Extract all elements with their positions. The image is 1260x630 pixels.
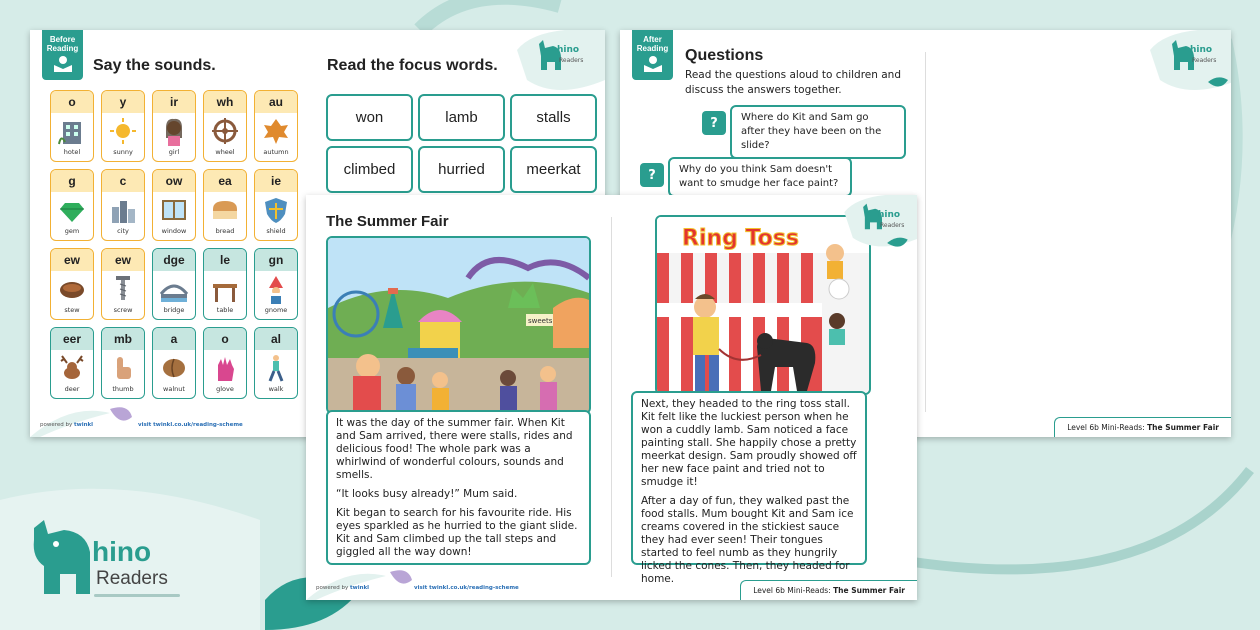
sound-label: ie xyxy=(255,170,297,192)
sound-card-table xyxy=(203,248,247,320)
badge-word: hino xyxy=(1190,45,1213,55)
sound-word: hotel xyxy=(63,148,81,156)
sound-label: gn xyxy=(255,249,297,271)
sound-label: ir xyxy=(153,91,195,113)
sound-label: le xyxy=(204,249,246,271)
reading-child-icon xyxy=(52,55,74,73)
sound-label: g xyxy=(51,170,93,192)
sound-card-thumb xyxy=(101,327,145,399)
reading-child-icon xyxy=(642,55,664,73)
sound-word: girl xyxy=(168,148,180,156)
after-reading-tag xyxy=(632,30,673,80)
focus-word-won: won xyxy=(326,94,413,141)
sound-word: wheel xyxy=(215,148,235,156)
question-text: Why do you think Sam doesn't want to smudge her face paint? xyxy=(668,157,852,197)
sound-card-stew xyxy=(50,248,94,320)
logo-word: hino xyxy=(92,536,152,567)
story-paragraph: Kit began to search for his favourite ride. His eyes sparkled as he hurried to the giant slide. Kit and Sam climbed up the tall steps and giggled all the way down! xyxy=(336,507,578,558)
sweets-sign: sweets xyxy=(528,317,553,325)
sound-word: shield xyxy=(266,227,286,235)
question-1 xyxy=(702,105,906,159)
questions-intro: Read the questions aloud to children and discuss the answers together. xyxy=(685,69,901,96)
sound-label: au xyxy=(255,91,297,113)
story-title: The Summer Fair xyxy=(326,213,449,230)
sound-label: dge xyxy=(153,249,195,271)
gnome-icon xyxy=(261,274,291,304)
page-footer: Level 6b Mini-Reads: The Summer Fair xyxy=(1054,417,1231,437)
tag-label: Before Reading xyxy=(46,35,79,53)
rhino-icon xyxy=(30,518,96,596)
story-page xyxy=(306,195,917,600)
sound-card-shield xyxy=(254,169,298,241)
story-paragraph: Next, they headed to the ring toss stall. Kit felt like the luckiest person when he won a cuddly lamb. Sam noticed a face painting stall. She happily chose a pretty meerkat design. Sam proudly showed off her new face paint and tried not to smudge it! xyxy=(641,398,857,488)
focus-title: Read the focus words. xyxy=(327,57,498,74)
badge-sub: Readers xyxy=(1192,57,1217,64)
sound-card-gnome xyxy=(254,248,298,320)
sound-label: y xyxy=(102,91,144,113)
table-icon xyxy=(210,274,240,304)
footer-swoosh xyxy=(306,566,446,600)
sound-word: table xyxy=(216,306,234,314)
focus-word-grid xyxy=(326,94,597,193)
sound-word: screw xyxy=(113,306,133,314)
sound-label: o xyxy=(204,328,246,350)
fair-illustration xyxy=(326,236,591,414)
powered-by: powered by twinkl xyxy=(316,585,370,591)
rhino-readers-logo xyxy=(30,518,190,600)
questions-title: Questions xyxy=(685,47,764,64)
ring-toss-sign: Ring Toss xyxy=(682,226,799,251)
page-footer: Level 6b Mini-Reads: The Summer Fair xyxy=(740,580,917,600)
sun-icon xyxy=(108,116,138,146)
sound-label: a xyxy=(153,328,195,350)
gem-icon xyxy=(57,195,87,225)
sound-label: o xyxy=(51,91,93,113)
screw-icon xyxy=(108,274,138,304)
deer-icon xyxy=(57,353,87,383)
sound-label: ow xyxy=(153,170,195,192)
sound-card-bridge xyxy=(152,248,196,320)
question-2 xyxy=(640,157,852,197)
sound-label: c xyxy=(102,170,144,192)
sound-card-hotel xyxy=(50,90,94,162)
question-mark-icon: ? xyxy=(702,111,726,135)
book-line-icon xyxy=(94,594,180,597)
leaf-icon xyxy=(261,116,291,146)
story-paragraph: It was the day of the summer fair. When Kit and Sam arrived, there were stalls, rides and delicious food! The whole park was a whirlwind of wonderful colours, sounds and smells. xyxy=(336,417,573,481)
sound-word: thumb xyxy=(112,385,134,393)
before-reading-tag xyxy=(42,30,83,80)
sound-card-gem xyxy=(50,169,94,241)
tag-label: After Reading xyxy=(636,35,669,53)
glove-icon xyxy=(210,353,240,383)
sound-word: deer xyxy=(64,385,80,393)
stew-icon xyxy=(57,274,87,304)
sound-word: sunny xyxy=(113,148,133,156)
focus-word-hurried: hurried xyxy=(418,146,505,193)
sound-card-wheel xyxy=(203,90,247,162)
sound-word: window xyxy=(161,227,187,235)
badge-sub: Readers xyxy=(559,57,584,64)
sound-card-screw xyxy=(101,248,145,320)
sound-word: glove xyxy=(216,385,234,393)
rhino-badge xyxy=(838,195,917,255)
powered-by: powered by twinkl xyxy=(40,422,94,428)
sound-word: gem xyxy=(64,227,80,235)
sound-card-walk xyxy=(254,327,298,399)
sound-card-city xyxy=(101,169,145,241)
rhino-badge xyxy=(1150,30,1231,90)
sound-word: walk xyxy=(268,385,284,393)
sound-card-glove xyxy=(203,327,247,399)
sound-card-autumn xyxy=(254,90,298,162)
sound-word: autumn xyxy=(263,148,289,156)
sound-grid xyxy=(50,90,298,399)
wheel-icon xyxy=(210,116,240,146)
sound-word: walnut xyxy=(163,385,185,393)
sound-card-girl xyxy=(152,90,196,162)
window-icon xyxy=(159,195,189,225)
visit-link[interactable]: visit twinkl.co.uk/reading-scheme xyxy=(138,422,243,428)
sound-label: eer xyxy=(51,328,93,350)
sound-word: bridge xyxy=(163,306,185,314)
sound-word: gnome xyxy=(264,306,288,314)
focus-word-climbed: climbed xyxy=(326,146,413,193)
story-paragraph: “It looks busy already!” Mum said. xyxy=(336,488,518,500)
badge-word: hino xyxy=(557,45,580,55)
focus-word-stalls: stalls xyxy=(510,94,597,141)
bread-icon xyxy=(210,195,240,225)
shield-icon xyxy=(261,195,291,225)
sound-word: city xyxy=(117,227,129,235)
story-text-right xyxy=(631,391,867,585)
sound-word: bread xyxy=(215,227,235,235)
city-icon xyxy=(108,195,138,225)
walk-icon xyxy=(261,353,291,383)
logo-sub: Readers xyxy=(96,568,168,589)
hotel-icon xyxy=(57,116,87,146)
question-mark-icon: ? xyxy=(640,163,664,187)
story-text-left xyxy=(326,410,591,565)
footer-swoosh xyxy=(30,403,170,437)
sound-label: ew xyxy=(102,249,144,271)
sound-card-walnut xyxy=(152,327,196,399)
sound-label: ea xyxy=(204,170,246,192)
badge-sub: Readers xyxy=(880,222,905,229)
page-divider xyxy=(925,52,926,412)
sound-label: al xyxy=(255,328,297,350)
sound-label: wh xyxy=(204,91,246,113)
thumb-icon xyxy=(108,353,138,383)
sounds-title: Say the sounds. xyxy=(93,57,216,74)
sound-card-bread xyxy=(203,169,247,241)
focus-word-meerkat: meerkat xyxy=(510,146,597,193)
sound-label: ew xyxy=(51,249,93,271)
sound-card-deer xyxy=(50,327,94,399)
bridge-icon xyxy=(159,274,189,304)
question-text: Where do Kit and Sam go after they have been on the slide? xyxy=(730,105,906,159)
visit-link[interactable]: visit twinkl.co.uk/reading-scheme xyxy=(414,585,519,591)
girl-icon xyxy=(159,116,189,146)
story-paragraph: After a day of fun, they walked past the food stalls. Mum bought Kit and Sam ice creams covered in the stickiest sauce they had ever seen! Their tongues started to feel numb as they hungrily licked the cones. Then, they headed for home. xyxy=(641,495,854,585)
page-divider xyxy=(611,217,612,577)
sound-label: mb xyxy=(102,328,144,350)
sound-card-window xyxy=(152,169,196,241)
sound-card-sunny xyxy=(101,90,145,162)
sound-word: stew xyxy=(64,306,80,314)
badge-word: hino xyxy=(878,210,901,220)
walnut-icon xyxy=(159,353,189,383)
focus-word-lamb: lamb xyxy=(418,94,505,141)
